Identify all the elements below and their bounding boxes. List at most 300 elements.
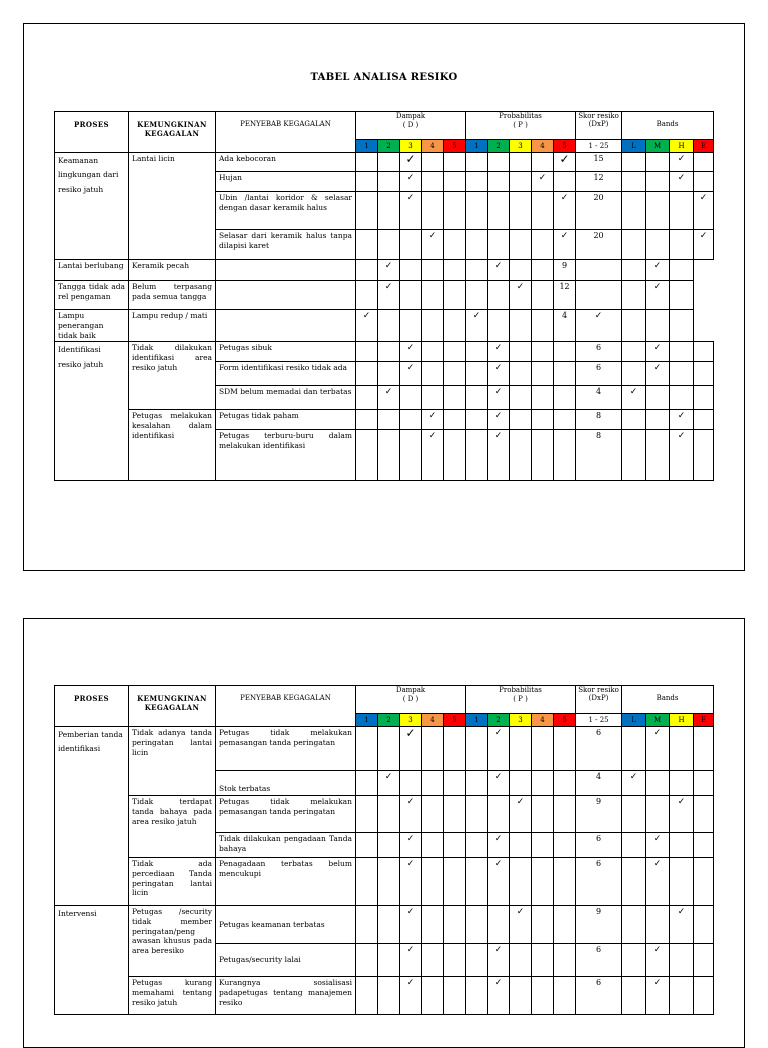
kemungkinan-cell: Tidak terdapat tanda bahaya pada area resiko jatuh [129,796,216,858]
penyebab-cell: Selasar dari keramik halus tanpa dilapisi karet [216,230,356,260]
probabilitas-cell-5 [554,833,576,858]
dampak-cell-2 [378,230,400,260]
dampak-cell-4 [422,796,444,833]
band-cell-L [622,430,646,481]
table-row [55,796,714,833]
band-cell-M [646,172,670,192]
score-cell: 6 [576,362,622,386]
probabilitas-check-mark: ✓ [510,281,532,310]
table-row [55,260,714,281]
dampak-cell-5 [444,172,466,192]
band-cell-H [670,342,694,362]
header-penyebab: PENYEBAB KEGAGALAN [216,112,356,153]
probabilitas-cell-1 [466,430,488,481]
probabilitas-scale-4: 4 [532,140,554,153]
score-cell: 4 [576,386,622,410]
probabilitas-cell-2 [488,172,510,192]
band-cell-M [646,230,670,260]
probabilitas-cell-1 [466,833,488,858]
band-cell-M [646,410,670,430]
score-cell: 6 [576,858,622,906]
header-probabilitas-label: Probabilitas [499,112,542,120]
band-cell-L [622,833,646,858]
probabilitas-cell-4 [532,230,554,260]
probabilitas-cell-1 [466,192,488,230]
dampak-cell-3 [400,410,422,430]
band-cell-E [694,796,714,833]
probabilitas-scale-5: 5 [554,714,576,727]
penyebab-cell: Petugas tidak melakukan pemasangan tanda peringatan [216,796,356,833]
probabilitas-cell-3 [510,858,532,906]
probabilitas-cell-5 [554,796,576,833]
kemungkinan-cell: Tangga tidak ada rel pengaman [55,281,129,310]
probabilitas-cell-1 [466,172,488,192]
probabilitas-cell-2 [488,230,510,260]
dampak-cell-4 [400,260,422,281]
header-probabilitas-code: ( P ) [513,695,528,704]
probabilitas-cell-3 [510,977,532,1015]
header-bands: Bands [622,112,714,140]
probabilitas-cell-5 [554,771,576,796]
score-cell: 8 [576,410,622,430]
band-cell-H [670,727,694,771]
dampak-cell-1 [356,977,378,1015]
band-check-mark: ✓ [646,342,670,362]
dampak-cell-3 [400,386,422,410]
band-cell-L [576,281,622,310]
band-cell-E [694,858,714,906]
dampak-cell-1 [356,727,378,771]
dampak-cell-1 [356,386,378,410]
dampak-cell-4 [422,192,444,230]
probabilitas-check-mark: ✓ [488,858,510,906]
header-row [55,112,714,140]
score-cell: 6 [576,833,622,858]
probabilitas-scale-1: 1 [466,714,488,727]
band-cell-H [670,977,694,1015]
probabilitas-cell-1 [444,260,466,281]
probabilitas-cell-5 [554,430,576,481]
probabilitas-cell-1 [444,310,466,342]
dampak-cell-5 [444,430,466,481]
band-cell-L [622,172,646,192]
band-cell-H [670,386,694,410]
probabilitas-cell-3 [510,192,532,230]
probabilitas-cell-4 [532,386,554,410]
probabilitas-scale-3: 3 [510,140,532,153]
dampak-cell-1 [356,172,378,192]
table-row [55,310,714,342]
penyebab-cell: Petugas/security lalai [216,944,356,977]
probabilitas-cell-1 [466,342,488,362]
probabilitas-check-mark: ✓ [488,430,510,481]
probabilitas-cell-3 [510,230,532,260]
score-cell: 9 [554,260,576,281]
dampak-cell-2 [378,192,400,230]
score-cell: 6 [576,342,622,362]
header-dampak [356,112,466,140]
dampak-cell-3 [400,430,422,481]
dampak-cell-2 [378,858,400,906]
probabilitas-cell-4 [532,858,554,906]
band-cell-H [670,944,694,977]
probabilitas-cell-2 [466,281,488,310]
band-cell-L [622,796,646,833]
dampak-cell-1 [356,192,378,230]
band-check-mark: ✓ [694,230,714,260]
dampak-scale-2: 2 [378,714,400,727]
penyebab-cell: Keramik pecah [129,260,216,281]
probabilitas-cell-5 [532,260,554,281]
probabilitas-scale-4: 4 [532,714,554,727]
dampak-cell-1 [216,260,356,281]
dampak-cell-2 [378,977,400,1015]
dampak-cell-3 [400,771,422,796]
band-label-M: M [646,714,670,727]
score-cell: 4 [554,310,576,342]
header-probabilitas [466,686,576,714]
probabilitas-cell-3 [510,153,532,172]
probabilitas-cell-5 [554,386,576,410]
penyebab-cell: Kurangnya sosialisasi padapetugas tentang manajemen resiko [216,977,356,1015]
band-cell-E [694,362,714,386]
band-cell-L [622,342,646,362]
probabilitas-cell-1 [466,796,488,833]
score-cell: 6 [576,944,622,977]
band-cell-M [622,310,646,342]
dampak-cell-4 [422,771,444,796]
probabilitas-cell-1 [466,410,488,430]
band-cell-E [694,172,714,192]
proses-cell: Intervensi [55,906,129,1015]
document-title: TABEL ANALISA RESIKO [310,72,458,83]
probabilitas-cell-1 [466,362,488,386]
band-cell-E [694,153,714,172]
risk-analysis-table [54,685,714,1015]
probabilitas-check-mark: ✓ [488,771,510,796]
band-cell-H [670,192,694,230]
dampak-cell-2 [378,906,400,944]
band-cell-M [646,153,670,172]
probabilitas-check-mark: ✓ [488,944,510,977]
probabilitas-cell-1 [466,858,488,906]
page-1 [23,23,745,571]
probabilitas-cell-2 [466,260,488,281]
band-cell-E [694,906,714,944]
header-kemungkinan: KEMUNGKINAN KEGAGALAN [129,686,216,727]
probabilitas-cell-4 [532,727,554,771]
header-skor: Skor resiko (DxP) [576,686,622,714]
dampak-cell-5 [444,192,466,230]
dampak-cell-4 [422,727,444,771]
probabilitas-cell-4 [532,153,554,172]
dampak-cell-5 [444,944,466,977]
kemungkinan-cell: Tidak ada percediaan Tanda peringatan lantai licin [129,858,216,906]
band-cell-E [694,410,714,430]
dampak-cell-2 [378,727,400,771]
band-check-mark: ✓ [576,310,622,342]
dampak-scale-4: 4 [422,140,444,153]
dampak-scale-1: 1 [356,714,378,727]
dampak-cell-4 [422,362,444,386]
dampak-check-mark: ✓ [400,172,422,192]
penyebab-cell: Tidak dilakukan pengadaan Tanda bahaya [216,833,356,858]
band-cell-M [646,796,670,833]
dampak-cell-2 [356,260,378,281]
header-dampak-label: Dampak [395,112,426,120]
band-cell-E [694,977,714,1015]
dampak-check-mark: ✓ [400,796,422,833]
dampak-cell-1 [356,833,378,858]
probabilitas-cell-4 [532,833,554,858]
band-check-mark: ✓ [646,858,670,906]
penyebab-cell: Ubin /lantai koridor & selasar dengan dasar keramik halus [216,192,356,230]
probabilitas-cell-2 [488,906,510,944]
dampak-cell-2 [378,833,400,858]
dampak-check-mark: ✓ [422,410,444,430]
dampak-cell-5 [444,858,466,906]
band-cell-M [622,260,646,281]
probabilitas-cell-1 [466,727,488,771]
dampak-cell-1 [356,906,378,944]
dampak-cell-1 [356,430,378,481]
score-cell: 4 [576,771,622,796]
kemungkinan-cell: Petugas melakukan kesalahan dalam identifikasi [129,410,216,481]
proses-cell: Keamanan lingkungan dari resiko jatuh [55,153,129,260]
probabilitas-cell-5 [554,858,576,906]
penyebab-cell: Petugas terburu-buru dalam melakukan identifikasi [216,430,356,481]
band-check-mark: ✓ [646,727,670,771]
probabilitas-scale-1: 1 [466,140,488,153]
probabilitas-cell-3 [510,430,532,481]
dampak-check-mark: ✓ [400,833,422,858]
dampak-cell-5 [444,362,466,386]
dampak-cell-5 [444,796,466,833]
score-cell: 20 [576,230,622,260]
header-kemungkinan: KEMUNGKINAN KEGAGALAN [129,112,216,153]
dampak-cell-2 [378,944,400,977]
band-cell-L [622,906,646,944]
penyebab-cell: Petugas tidak melakukan pemasangan tanda peringatan [216,727,356,771]
band-cell-L [576,260,622,281]
probabilitas-cell-3 [510,362,532,386]
band-cell-E [670,281,694,310]
dampak-check-mark: ✓ [422,230,444,260]
probabilitas-check-mark: ✓ [488,260,510,281]
header-proses: PROSES [55,686,129,727]
dampak-cell-4 [400,281,422,310]
kemungkinan-cell: Tidak dilakukan identifikasi area resiko jatuh [129,342,216,410]
dampak-cell-5 [444,342,466,362]
dampak-cell-5 [444,410,466,430]
probabilitas-check-mark: ✓ [488,833,510,858]
header-probabilitas [466,112,576,140]
dampak-cell-5 [422,260,444,281]
dampak-check-mark: ✓ [400,727,422,771]
dampak-cell-1 [356,858,378,906]
probabilitas-cell-3 [510,342,532,362]
header-dampak-code: ( D ) [402,695,419,704]
score-cell: 15 [576,153,622,172]
band-label-E: E [694,140,714,153]
probabilitas-cell-5 [554,977,576,1015]
dampak-check-mark: ✓ [356,310,378,342]
dampak-check-mark: ✓ [400,362,422,386]
probabilitas-cell-1 [466,977,488,1015]
band-cell-E [694,944,714,977]
dampak-scale-1: 1 [356,140,378,153]
header-bands: Bands [622,686,714,714]
proses-cell: Pemberian tanda identifikasi [55,727,129,906]
dampak-check-mark: ✓ [400,977,422,1015]
dampak-cell-5 [444,386,466,410]
probabilitas-check-mark: ✓ [488,977,510,1015]
probabilitas-cell-1 [466,944,488,977]
table-row [55,410,714,430]
probabilitas-cell-5 [532,310,554,342]
dampak-scale-5: 5 [444,714,466,727]
header-dampak-code: ( D ) [402,121,419,130]
probabilitas-scale-3: 3 [510,714,532,727]
score-cell: 9 [576,906,622,944]
penyebab-cell: Stok terbatas [216,771,356,796]
band-cell-L [622,727,646,771]
band-cell-E [694,833,714,858]
score-cell: 20 [576,192,622,230]
band-cell-L [622,362,646,386]
probabilitas-check-mark: ✓ [488,727,510,771]
dampak-cell-3 [378,310,400,342]
band-cell-E [694,771,714,796]
band-label-L: L [622,140,646,153]
probabilitas-cell-5 [554,727,576,771]
probabilitas-check-mark: ✓ [554,153,576,172]
probabilitas-cell-4 [532,192,554,230]
dampak-cell-4 [422,342,444,362]
probabilitas-check-mark: ✓ [510,906,532,944]
dampak-cell-1 [356,944,378,977]
dampak-cell-5 [444,771,466,796]
dampak-check-mark: ✓ [422,430,444,481]
dampak-scale-3: 3 [400,140,422,153]
probabilitas-cell-4 [532,362,554,386]
band-cell-E [694,342,714,362]
dampak-cell-5 [444,977,466,1015]
band-cell-H [646,310,670,342]
dampak-cell-4 [400,310,422,342]
probabilitas-cell-3 [488,310,510,342]
score-cell: 6 [576,977,622,1015]
table-row [55,906,714,944]
probabilitas-cell-5 [554,172,576,192]
penyebab-cell: Lampu redup / mati [129,310,216,342]
probabilitas-check-mark: ✓ [510,796,532,833]
dampak-cell-4 [422,386,444,410]
dampak-cell-1 [216,310,356,342]
probabilitas-cell-4 [532,906,554,944]
band-label-H: H [670,714,694,727]
dampak-cell-2 [378,153,400,172]
score-cell: 12 [576,172,622,192]
probabilitas-cell-4 [510,260,532,281]
dampak-cell-5 [444,230,466,260]
penyebab-cell: Petugas tidak paham [216,410,356,430]
probabilitas-cell-2 [488,192,510,230]
probabilitas-check-mark: ✓ [532,172,554,192]
band-check-mark: ✓ [670,410,694,430]
header-penyebab: PENYEBAB KEGAGALAN [216,686,356,727]
penyebab-cell: Petugas keamanan terbatas [216,906,356,944]
dampak-check-mark: ✓ [378,771,400,796]
dampak-cell-4 [422,944,444,977]
probabilitas-cell-5 [554,906,576,944]
probabilitas-check-mark: ✓ [466,310,488,342]
band-cell-L [622,410,646,430]
dampak-cell-1 [356,362,378,386]
band-check-mark: ✓ [670,430,694,481]
band-cell-M [646,771,670,796]
probabilitas-check-mark: ✓ [488,342,510,362]
score-range: 1 - 25 [576,140,622,153]
dampak-cell-1 [356,230,378,260]
table-row [55,281,714,310]
probabilitas-check-mark: ✓ [488,410,510,430]
band-cell-M [622,281,646,310]
dampak-cell-2 [378,796,400,833]
score-cell: 9 [576,796,622,833]
band-cell-L [622,858,646,906]
header-proses: PROSES [55,112,129,153]
band-cell-L [622,230,646,260]
band-cell-M [646,192,670,230]
dampak-check-mark: ✓ [400,858,422,906]
band-cell-E [694,386,714,410]
probabilitas-cell-4 [532,410,554,430]
penyebab-cell: Belum terpasang pada semua tangga [129,281,216,310]
band-label-L: L [622,714,646,727]
dampak-cell-5 [444,153,466,172]
dampak-cell-5 [422,310,444,342]
dampak-check-mark: ✓ [400,342,422,362]
band-label-H: H [670,140,694,153]
dampak-cell-2 [356,281,378,310]
header-probabilitas-code: ( P ) [513,121,528,130]
band-check-mark: ✓ [670,153,694,172]
penyebab-cell: Penagadaan terbatas belum mencukupi [216,858,356,906]
band-label-E: E [694,714,714,727]
dampak-cell-4 [422,833,444,858]
dampak-cell-1 [356,796,378,833]
penyebab-cell: Petugas sibuk [216,342,356,362]
dampak-cell-4 [422,977,444,1015]
band-check-mark: ✓ [646,977,670,1015]
dampak-cell-2 [378,362,400,386]
dampak-cell-5 [444,906,466,944]
kemungkinan-cell: Lantai licin [129,153,216,260]
dampak-cell-4 [422,858,444,906]
band-cell-L [622,944,646,977]
dampak-cell-2 [378,430,400,481]
score-cell: 6 [576,727,622,771]
band-check-mark: ✓ [670,172,694,192]
penyebab-cell: SDM belum memadai dan terbatas [216,386,356,410]
probabilitas-scale-2: 2 [488,714,510,727]
probabilitas-check-mark: ✓ [488,386,510,410]
probabilitas-cell-3 [510,727,532,771]
table-row [55,858,714,906]
table-row [55,342,714,362]
probabilitas-cell-1 [466,771,488,796]
